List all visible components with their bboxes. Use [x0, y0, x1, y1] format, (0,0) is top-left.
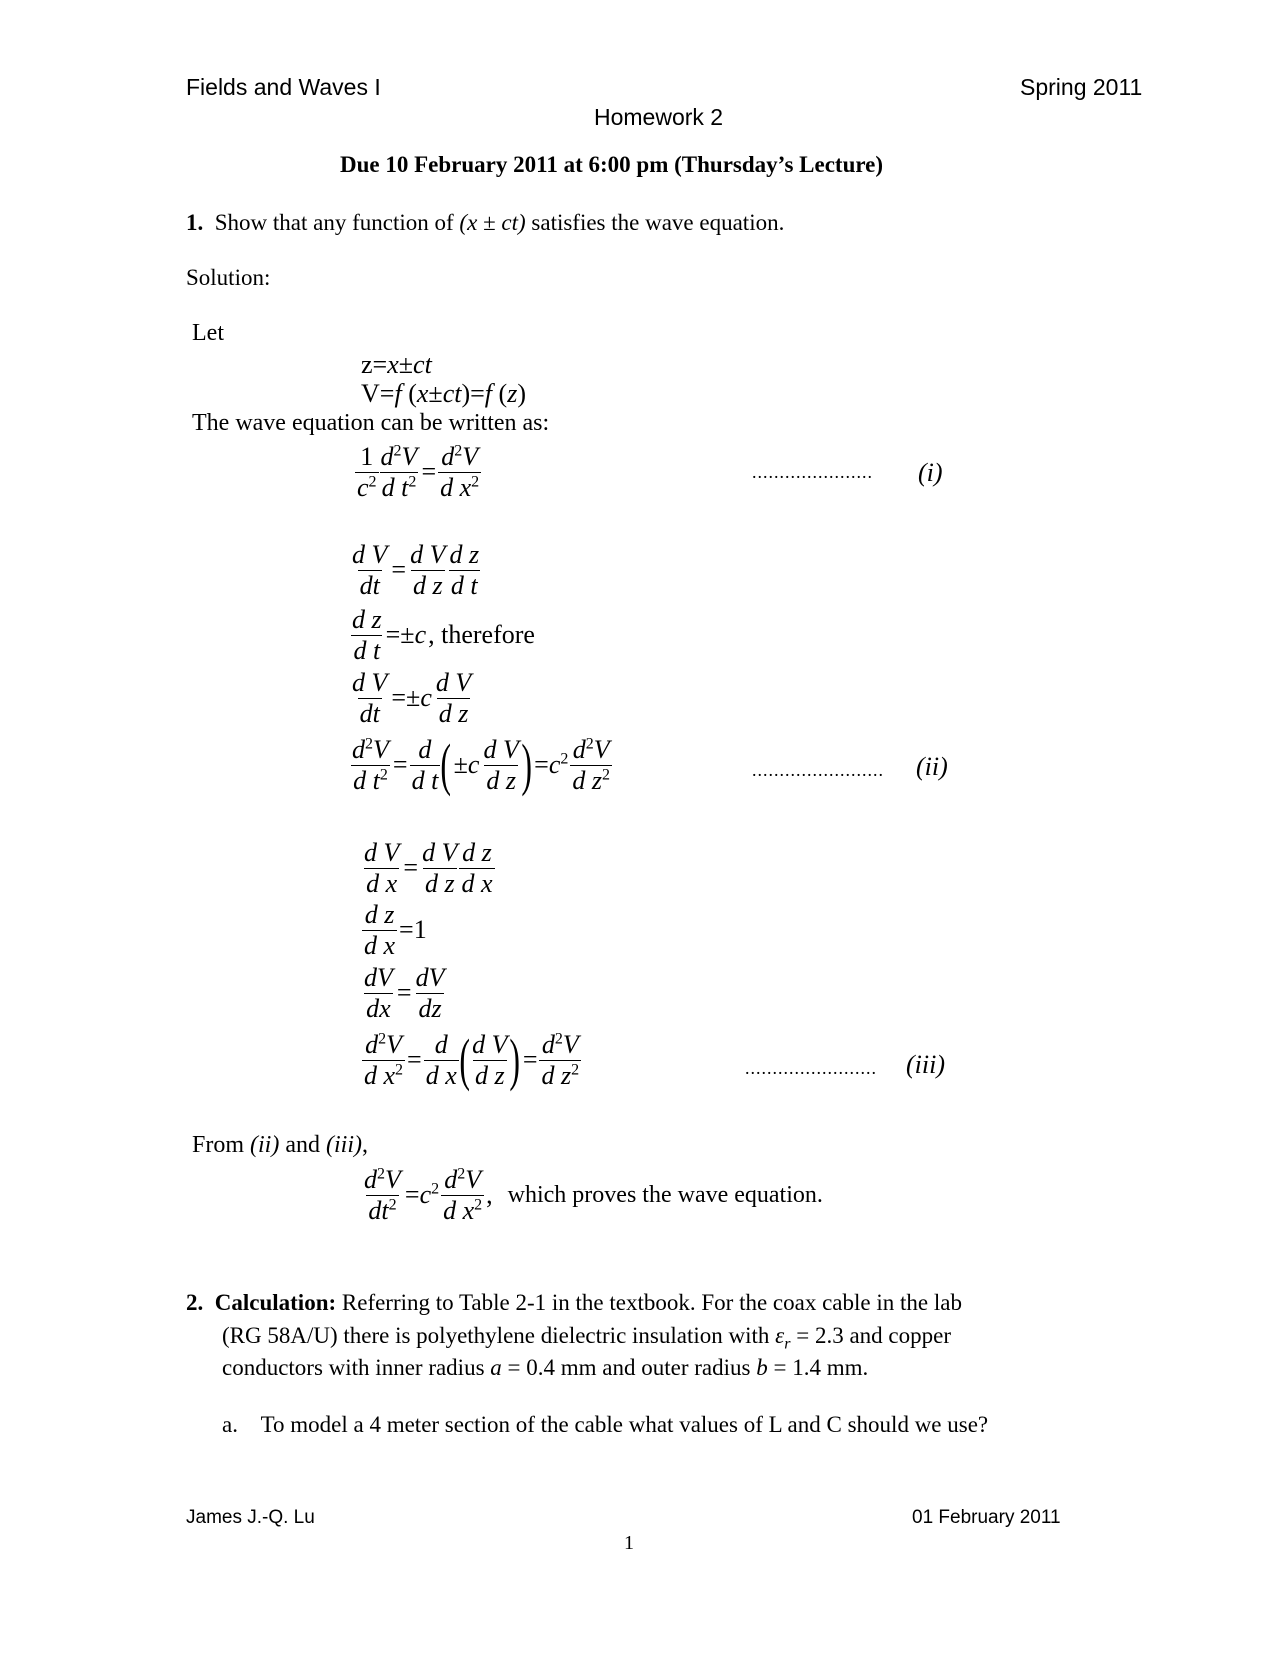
tag-i: (i)	[918, 458, 943, 487]
problem-2a	[222, 1412, 988, 1438]
eq-dz-dx: $\frac{\text{d z}}{\text{d x}}$ =1	[364, 900, 427, 960]
wave-eq-intro: The wave equation can be written as:	[192, 410, 550, 436]
eq-i: $\frac{1}{c^2}$ $\frac{d^2V}{d t^2}$ = $\frac{d^2V}{d x^2}$	[357, 442, 480, 502]
problem-1-expr: (x ± ct)	[459, 210, 526, 235]
problem-1-number: 1.	[186, 210, 204, 235]
eq-dv-dt: $\frac{\text{d V}}{dt}$ =±c $\frac{\text{d V}}{\text{d z}}$	[352, 668, 472, 728]
problem-2-text-3b: = 0.4 mm and outer radius	[507, 1355, 751, 1380]
eq-dv-dx-chain: $\frac{\text{d V}}{\text{d x}}$ = $\frac{\text{d V}}{\text{d z}}$ $\frac{\text{d z}}{\text{d x}}$	[364, 838, 493, 898]
eq-dv-dx: $\frac{dV}{dx}$ = $\frac{dV}{dz}$	[364, 963, 445, 1023]
let-label: Let	[192, 320, 224, 346]
eq-iii: $\frac{d^2V}{d x^2}$ = $\frac{d}{\text{d x}}$ ( $\frac{\text{d V}}{\text{d z}}$ ) = $\frac{d^2V}{d z^2}$	[364, 1027, 580, 1093]
problem-2-text-3a: conductors with inner radius	[222, 1355, 485, 1380]
problem-1-text-b: satisfies the wave equation.	[531, 210, 785, 235]
problem-2-line-2: (RG 58A/U) there is polyethylene dielectric insulation with $\varepsilon_r = 2.3$ and copper	[222, 1323, 951, 1353]
problem-2-text-2a: (RG 58A/U) there is polyethylene dielectric insulation with	[222, 1323, 770, 1348]
problem-1-statement	[186, 210, 784, 236]
problem-2-text-2b: = 2.3 and copper	[796, 1323, 951, 1348]
problem-2-label: Calculation:	[214, 1290, 337, 1315]
problem-2-text-3c: = 1.4 mm.	[773, 1355, 869, 1380]
eq-final: $\frac{d^2V}{dt^2}$ $=c^2$ $\frac{d^2V}{d x^2}$ , which proves the wave equation.	[364, 1165, 823, 1225]
ref-iii: (iii)	[326, 1132, 362, 1158]
problem-2-text-1: Referring to Table 2-1 in the textbook. For the coax cable in the lab	[341, 1290, 962, 1315]
ref-ii: (ii)	[250, 1132, 280, 1158]
dots-i: ......................	[752, 462, 873, 482]
term: Spring 2011	[1020, 74, 1143, 100]
tag-iii: (iii)	[906, 1050, 945, 1079]
problem-2-number: 2.	[186, 1290, 204, 1315]
dots-iii: ........................	[745, 1058, 877, 1078]
eq-dv-dt-chain: $\frac{\text{d V}}{dt}$ = $\frac{\text{d V}}{\text{d z}}$ $\frac{\text{d z}}{\text{d t}}$	[352, 540, 480, 600]
therefore-text: , therefore	[428, 620, 535, 650]
eq-dz-dt: $\frac{\text{d z}}{\text{d t}}$ =±c , therefore	[352, 605, 535, 665]
solution-label: Solution:	[186, 265, 271, 290]
problem-2-line-3: conductors with inner radius a = 0.4 mm and outer radius b = 1.4 mm.	[222, 1355, 869, 1380]
proves-text: which proves the wave equation.	[507, 1181, 823, 1208]
tag-ii: (ii)	[916, 752, 948, 781]
eq-v-definition: V=f (x±ct)=f (z)	[361, 379, 526, 408]
problem-2-line-1	[186, 1290, 962, 1316]
footer-date: 01 February 2011	[912, 1507, 1061, 1528]
problem-2a-label: a.	[222, 1412, 238, 1437]
and-label: and	[285, 1132, 320, 1158]
due-date: Due 10 February 2011 at 6:00 pm (Thursday’s Lecture)	[340, 152, 884, 177]
eq-ii: $\frac{d^2V}{d t^2}$ = $\frac{d}{\text{d t}}$ ( ±c $\frac{\text{d V}}{\text{d z}}$ ) $=c^2$ $\frac{d^2V}{d z^2}$	[352, 732, 611, 798]
footer-author: James J.-Q. Lu	[186, 1507, 315, 1528]
from-label: From	[192, 1132, 245, 1158]
problem-1-text-a: Show that any function of	[214, 210, 454, 235]
homework-title: Homework 2	[594, 104, 724, 130]
dots-ii: ........................	[752, 760, 884, 780]
from-line: From (ii) and (iii),	[192, 1132, 368, 1158]
course-name: Fields and Waves I	[186, 74, 381, 100]
page-number: 1	[624, 1532, 634, 1554]
eq-z-definition: z=x±ct	[361, 350, 432, 379]
problem-2a-text: To model a 4 meter section of the cable what values of L and C should we use?	[260, 1412, 989, 1437]
